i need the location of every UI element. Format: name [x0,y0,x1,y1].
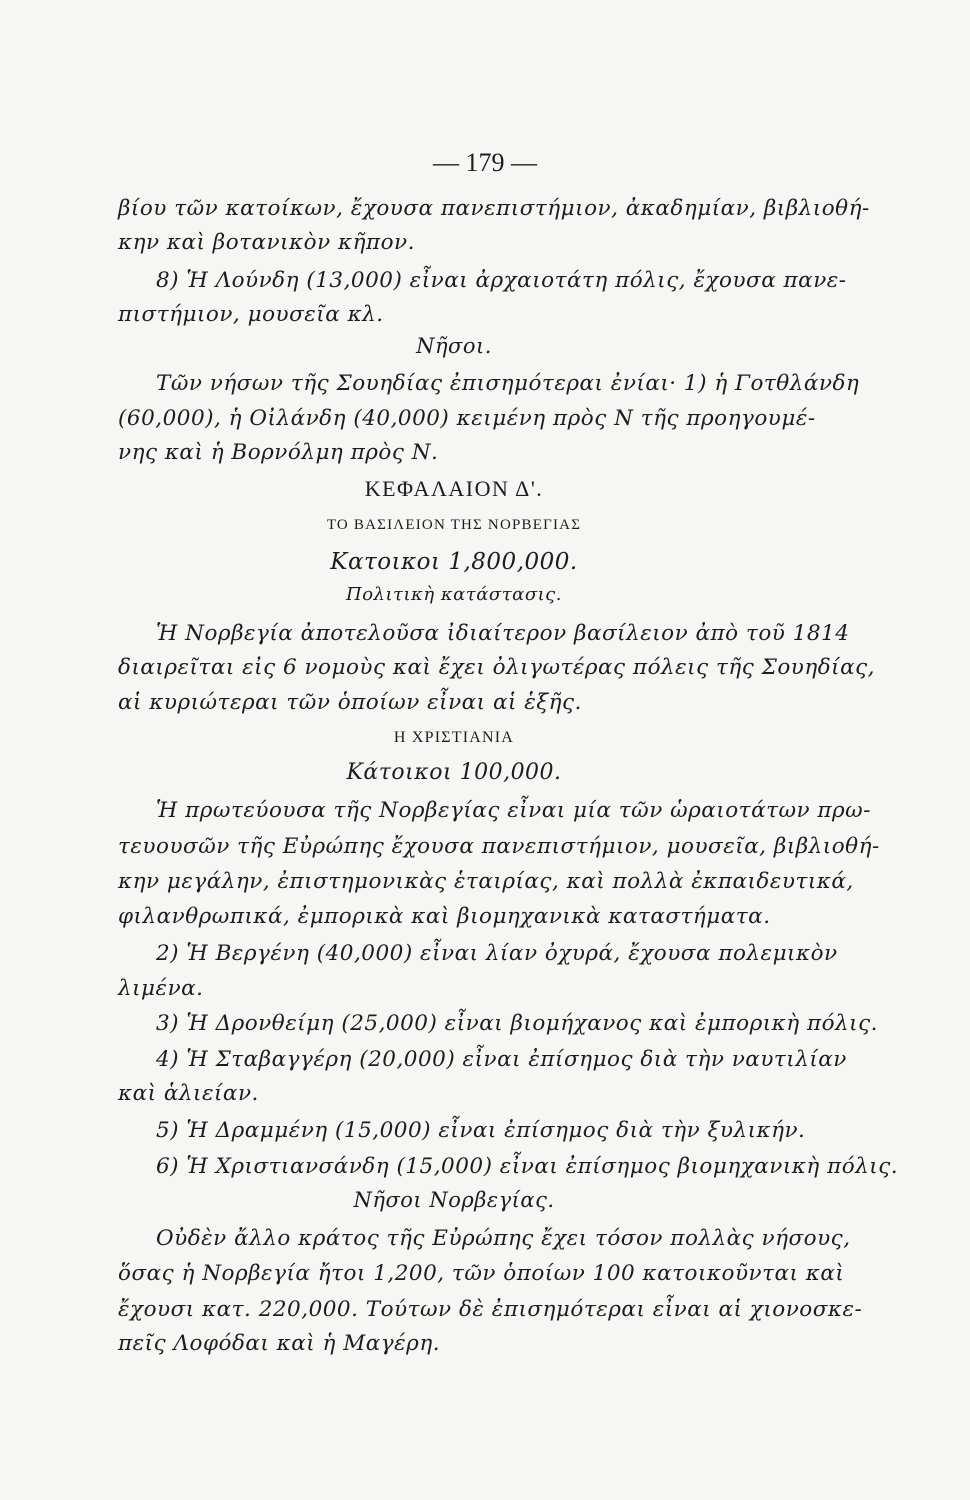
text-line: πεῖς Λοφόδαι καὶ ἡ Μαγέρη. [118,1331,441,1356]
chapter-heading: ΚΕΦΑΛΑΙΟΝ Δ'. [364,476,544,501]
text-line: τευουσῶν τῆς Εὐρώπης ἔχουσα πανεπιστήμιον, μουσεῖα, βιβλιοθή- [118,834,880,859]
section-title: Νῆσοι Νορβεγίας. [353,1188,555,1212]
text-line: Οὐδὲν ἄλλο κράτος τῆς Εὐρώπης ἔχει τόσον πολλὰς νήσους, [156,1226,851,1251]
text-line: πιστήμιον, μουσεῖα κλ. [118,302,384,327]
population-line: Κατοικοι 1,800,000. [330,549,578,575]
text-line: αἱ κυριώτεραι τῶν ὁποίων εἶναι αἱ ἑξῆς. [118,690,582,715]
text-line: (60,000), ἡ Οἰλάνδη (40,000) κειμένη πρὸς Ν τῆς προηγουμέ- [118,406,816,431]
text-line: 8) Ἡ Λούνδη (13,000) εἶναι ἀρχαιοτάτη πόλις, ἔχουσα πανε- [156,268,847,293]
text-line: 2) Ἡ Βεργένη (40,000) εἶναι λίαν ὀχυρά, ἔχουσα πολεμικὸν [156,941,838,966]
text-line: κην μεγάλην, ἐπιστημονικὰς ἑταιρίας, καὶ πολλὰ ἐκπαιδευτικά, [118,869,854,894]
text-line: 3) Ἡ Δρονθείμη (25,000) εἶναι βιομήχανος καὶ ἐμπορικὴ πόλις. [156,1011,878,1036]
text-line: φιλανθρωπικά, ἐμπορικὰ καὶ βιομηχανικὰ καταστήματα. [118,904,771,929]
section-title: Πολιτικὴ κατάστασις. [346,584,562,605]
text-line: ἔχουσι κατ. 220,000. Τούτων δὲ ἐπισημότεραι εἶναι αἱ χιονοσκε- [118,1297,863,1322]
page-number: — 179 — [433,148,537,177]
text-line: Τῶν νήσων τῆς Σουηδίας ἐπισημότεραι ἐνίαι· 1) ἡ Γοτθλάνδη [156,371,860,396]
text-line: νης καὶ ἡ Βορνόλμη πρὸς Ν. [118,440,439,465]
text-line: Ἡ πρωτεύουσα τῆς Νορβεγίας εἶναι μία τῶν ὡραιοτάτων πρω- [156,798,871,823]
city-heading: Η ΧΡΙΣΤΙΑΝΙΑ [393,729,515,746]
text-line: καὶ ἁλιείαν. [118,1081,259,1106]
text-line: λιμένα. [118,976,204,1001]
population-line: Κάτοικοι 100,000. [346,760,562,785]
text-line: ὅσας ἡ Νορβεγία ἤτοι 1,200, τῶν ὁποίων 100 κατοικοῦνται καὶ [118,1261,845,1286]
text-line: Ἡ Νορβεγία ἀποτελοῦσα ἰδιαίτερον βασίλειον ἀπὸ τοῦ 1814 [156,621,850,646]
chapter-subheading: ΤΟ ΒΑΣΙΛΕΙΟΝ ΤΗΣ ΝΟΡΒΕΓΙΑΣ [326,517,582,533]
text-line: κην καὶ βοτανικὸν κῆπον. [118,230,415,255]
text-line: διαιρεῖται εἰς 6 νομοὺς καὶ ἔχει ὀλιγωτέρας πόλεις τῆς Σουηδίας, [118,655,875,680]
text-line: 4) Ἡ Σταβαγγέρη (20,000) εἶναι ἐπίσημος διὰ τὴν ναυτιλίαν [156,1047,847,1072]
text-line: 5) Ἡ Δραμμένη (15,000) εἶναι ἐπίσημος διὰ τὴν ξυλικήν. [156,1118,806,1143]
section-title: Νῆσοι. [416,334,492,358]
text-line: βίου τῶν κατοίκων, ἔχουσα πανεπιστήμιον, ἀκαδημίαν, βιβλιοθή- [118,196,870,221]
text-line: 6) Ἡ Χριστιανσάνδη (15,000) εἶναι ἐπίσημος βιομηχανικὴ πόλις. [156,1154,899,1179]
